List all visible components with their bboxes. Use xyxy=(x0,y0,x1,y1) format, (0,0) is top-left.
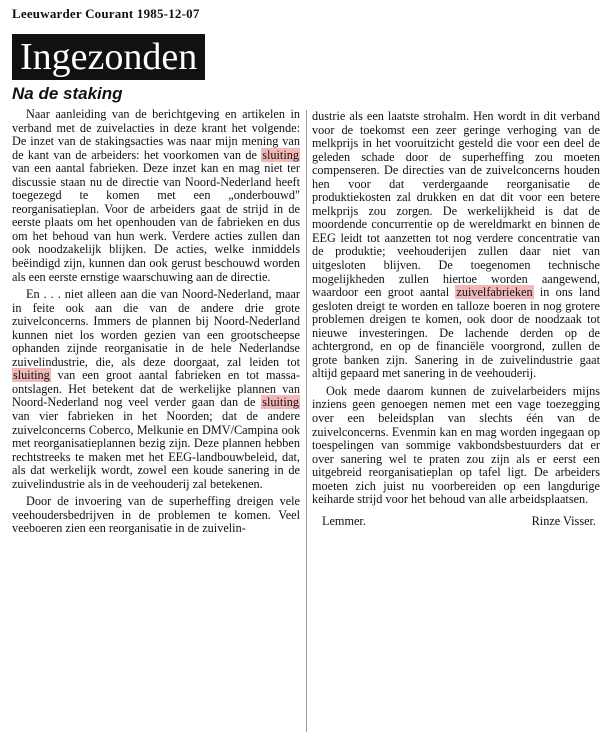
highlight-word: sluiting xyxy=(13,368,50,383)
signature-name: Rinze Visser. xyxy=(531,513,596,528)
paragraph-3 xyxy=(12,495,300,536)
highlight-word: zuivelfabrieken xyxy=(456,285,533,300)
text-run: in ons land gesloten dreigt te worden en talloze boeren in nog grotere problemen dreigen te komen, ook door de noodzaak tot nieuwe investeringen. De lachende derden op de achtergrond, en op de financiële voorgrond, zullen de grote banken zijn. Sanering in de zuivelindustrie gaat altijd gepaard met sanering in de veehouderij. xyxy=(312,285,600,381)
text-run: dustrie als een laatste strohalm. Hen wordt in dit verband voor de toekomst een zeer geringe verhoging van de melkprijs in het vooruitzicht gesteld die voor een deel de geleden schade door de superheffing zou moeten compenseren. De directies van de zuivelconcerns houden hen voor dat verdergaande reorganisatie de produktiekosten zal drukken en dat dit voor een betere melkprijs zou zorgen. De werkelijkheid is dat de moordende concurrentie op de wereldmarkt en binnen de EEG leidt tot aanzetten tot nog verdere concentratie van de produktie; veehouderijen zullen daar niet van uitgesloten blijven. De toegenomen technische mogelijkheden zullen hiertoe worden aangewend, waardoor een groot aantal xyxy=(312,109,600,300)
paragraph-2 xyxy=(12,288,300,491)
right-column xyxy=(312,110,600,528)
highlight-word: sluiting xyxy=(262,147,299,162)
left-column xyxy=(12,108,300,536)
newspaper-caption: Leeuwarder Courant 1985-12-07 xyxy=(12,6,200,21)
paragraph-4 xyxy=(312,110,600,381)
signature-line xyxy=(312,515,600,529)
signature-place: Lemmer. xyxy=(322,513,366,528)
article-headline: Na de staking xyxy=(12,84,123,103)
newspaper-clipping xyxy=(12,28,603,740)
section-banner: Ingezonden xyxy=(12,34,205,80)
text-run: Door de invoering van de superheffing dreigen vele veehoudersbedrijven in de problemen te komen. Veel veeboeren zien een reorganisatie in de zuivelin- xyxy=(12,494,300,536)
text-run: Ook mede daarom kunnen de zuivelarbeiders mijns inziens geen genoegen nemen met een vage toezegging over een beleidsplan van slechts één van de zuivelconcerns. Evenmin kan en mag worden ingegaan op toespelingen van sommige vakbondsbestuurders dat er over sanering wel te praten zou zijn als er eerst een uitgebreid reorganisatieplan op tafel ligt. De arbeiders moeten zich juist nu voorbereiden op een langdurige keiharde strijd voor het behoud van alle arbeidsplaatsen. xyxy=(312,383,600,507)
paragraph-1 xyxy=(12,108,300,284)
text-run: van een groot aantal fabrieken en tot massa-ontslagen. Het betekent dat de werkelijke plannen van Noord-Nederland nog veel verder gaan dan de xyxy=(12,368,300,410)
highlight-word: sluiting xyxy=(262,395,299,410)
text-run: En . . . niet alleen aan die van Noord-Nederland, maar in feite ook aan die van de andere drie grote zuivelconcerns. Immers de plannen bij Noord-Nederland kunnen niet los worden gezien van een grootscheepse ophanden zijnde reorganisatie in de hele Nederlandse zuivelindustrie, die, als deze doorgaat, zal leiden tot xyxy=(12,287,300,369)
text-run: Naar aanleiding van de berichtgeving en artikelen in verband met de zuivelacties in deze krant het volgende: De inzet van de stakingsacties was naar mijn mening van de kant van de arbeiders: het voorkomen van de xyxy=(12,107,300,162)
text-run: van vier fabrieken in het Noorden; dat de andere zuivelconcerns Coberco, Melkunie en DMV/Campina ook met reorganisatieplannen bezig zijn. Deze plannen hebben rechtstreeks te maken met het EEG-landbouwbeleid, dat, als dat werkelijk wordt, zowel een koude sanering in de zuivelindustrie als in de veehouderij zal betekenen. xyxy=(12,409,300,491)
column-divider xyxy=(306,110,307,732)
text-run: van een aantal fabrieken. Deze inzet kan en mag niet ter discussie staan nu de directie van Noord-Nederland heeft toegezegd te komen met een „onderbouwd" reorganisatieplan. Voor de arbeiders gaat de strijd in de eerste plaats om het openhouden van de fabrieken en dus om het behoud van hun werk. Verdere acties zullen dan ook noodzakelijk blijken. De acties, welke inmiddels beëindigd zijn, kunnen dan ook gerust beschouwd worden als een eerste ernstige waarschuwing aan de directie. xyxy=(12,161,300,284)
paragraph-5 xyxy=(312,385,600,507)
